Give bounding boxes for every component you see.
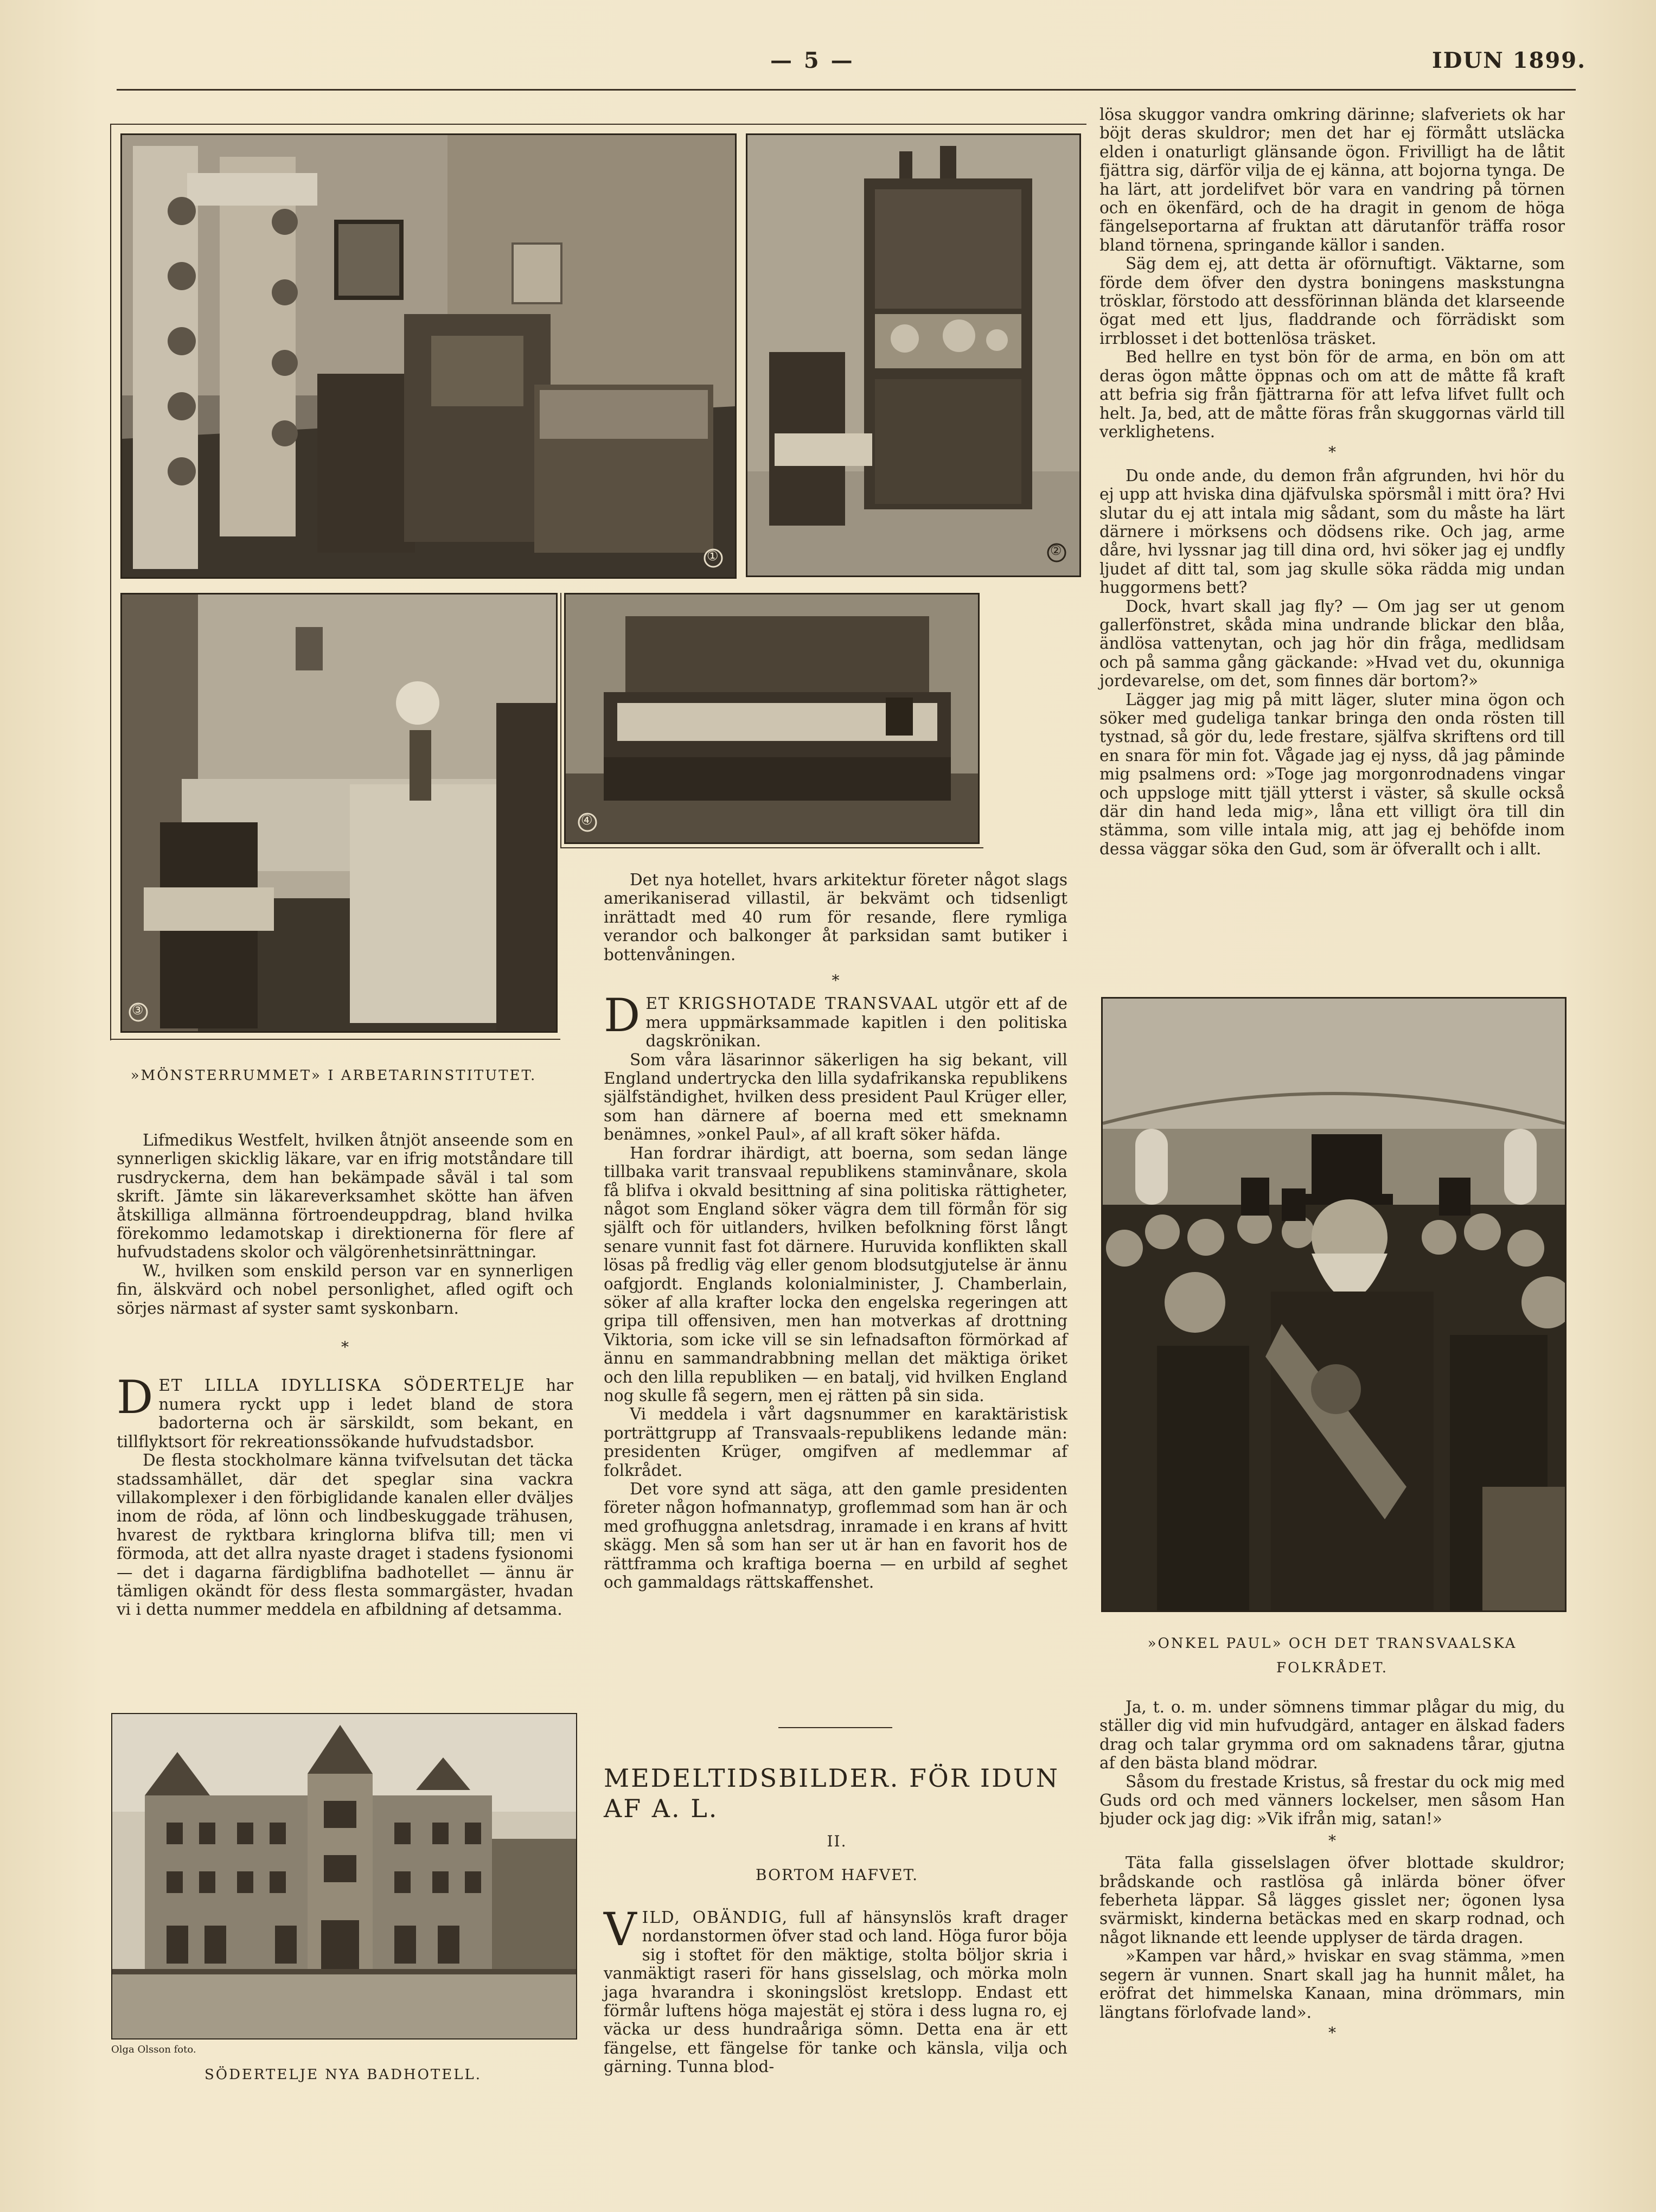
column-3-lower xyxy=(1099,1698,1565,2042)
caption-hotel: SÖDERTELJE NYA BADHOTELL. xyxy=(204,2067,482,2083)
photo-frame-top xyxy=(110,124,1086,125)
paragraph: DET KRIGSHOTADE TRANSVAAL utgör ett af de mera uppmärksammade kapitlen i den politiska dagskrönikan. xyxy=(604,989,1067,1051)
lead-words: ET KRIGSHOTADE TRANSVAAL xyxy=(645,994,938,1013)
hotel-photo xyxy=(111,1713,577,2040)
paragraph: Lifmedikus Westfelt, hvilken åtnjöt anseende som en synnerligen skicklig läkare, var en ifrig motståndare till rusdryckerna, dem han bekämpade såväl i tal som skrift. Jämte sin läkareverksamhet skötte han äfven åtskilliga allmänna förtroendeuppdrag, bland hvilka förekommo ledamotskap i direktionerna för flere af hufvudstadens skolor och välgörenhetsinrättningar. xyxy=(117,1131,573,1262)
paragraph: Täta falla gisselslagen öfver blottade skuldror; brådskande och rastlösa gå inlärda böner öfver feberheta läppar. Så lägges gisslet ner; ögonen lysa svärmiskt, kinderna betäckas med en skarp rodnad, och något liknande ett leende upplyser de tärda dragen. xyxy=(1099,1853,1565,1947)
article-heading: MEDELTIDSBILDER. FÖR IDUN AF A. L. xyxy=(604,1763,1059,1823)
caption-kruger-line1: »ONKEL PAUL» OCH DET TRANSVAALSKA xyxy=(1147,1635,1517,1652)
roman-numeral: II. xyxy=(827,1832,847,1850)
drop-cap: D xyxy=(117,1371,154,1424)
paragraph: Lägger jag mig på mitt läger, sluter mina ögon och söker med gudeliga tankar bringa den onda rösten till tystnad, så gör du, lede frestare, själfva skriftens ord till en snara för min fot. Vågade jag ej nyss, då jag påminde mig psalmens ord: »Toge jag morgonrodnadens vingar och uppsloge mitt tjäll ytterst i väster, så skulle också där din hand leda mig», låna ett villigt öra till din stämma, som ville intala mig, att jag ej behöfde inom dessa väggar söka den Gud, som är öfverallt och i allt. xyxy=(1099,690,1565,858)
photo-frame-left xyxy=(110,124,111,1040)
paragraph: Såsom du frestade Kristus, så frestar du ock mig med Guds ord och med vänners lockelser, men såsom Han bjuder ock jag dig: »Vik ifrån mig, satan!» xyxy=(1099,1772,1565,1829)
photo-frame-inner xyxy=(560,593,561,848)
lead-words: ILD, OBÄNDIG, xyxy=(642,1908,789,1927)
section-rule xyxy=(778,1727,892,1728)
interior-photo-bedroom xyxy=(120,133,737,579)
kruger-group-photo xyxy=(1101,997,1567,1612)
interior-photo-cabinet xyxy=(746,133,1081,577)
photo-frame-inner-bottom xyxy=(560,847,983,848)
paragraph: Han fordrar ihärdigt, att boerna, som sedan länge tillbaka varit transvaal republikens staminvånare, skola få blifva i okvald besittning af sina politiska rättigheter, något som England söker vägra dem till förmån för sig själft och för uitlanders, hvilken befolkning först långt senare vunnit fast fot därnere. Huruvida konflikten skall lösas på fredlig väg eller genom blodsutgjutelse är ännu oafgjordt. Englands kolonialminister, J. Chamberlain, söker af alla krafter locka den engelska regeringen att gripa till offensiven, men han motverkas af drottning Viktoria, som icke vill se sin lefnadsafton förmörkad af ännu en sammandrabbning mellan det mäktiga öriket och den lilla republiken — en batalj, vid hvilken England nog skulle få segern, men ej rätten på sin sida. xyxy=(604,1143,1067,1405)
caption-kruger-line2: FOLKRÅDET. xyxy=(1276,1660,1388,1676)
drop-cap: V xyxy=(604,1903,637,1956)
paragraph: Det vore synd att säga, att den gamle presidenten företer någon hofmannatyp, groflemmad som han är och med grofhuggna anletsdrag, inramade i en krans af hvitt skägg. Men så som han ser ut är han en favorit hos de rättframma och kraftiga boerna — en urbild af seghet och gammaldags rättskaffenshet. xyxy=(604,1480,1067,1592)
paragraph: VILD, OBÄNDIG, full af hänsynslös kraft drager nordanstormen öfver stad och land. Höga furor böja sig i stoftet för den mäktige, stolta böljor skria i vanmäktigt raseri för hans gisselslag, och mörka moln jaga hvarandra i skoningslöst kretslopp. Endast ett förmår luftens höga majestät ej störa i dess lugna ro, ej väcka ur dess hundraåriga sömn. Detta ena är ett fängelse, ett fängelse för tanke och känsla, vilja och gärning. Tunna blod- xyxy=(604,1903,1067,2076)
paragraph: »Kampen var hård,» hviskar en svag stämma, »men segern är vunnen. Snart skall jag ha hunnit målet, ha eröfrat det himmelska Kanaan, mina drömmars, min längtans förlofvade land». xyxy=(1099,1947,1565,2022)
page-number: — 5 — xyxy=(770,48,855,73)
separator-star: * xyxy=(341,1338,349,1357)
column-2-lower xyxy=(604,1903,1067,2076)
publication-title: IDUN 1899. xyxy=(1432,48,1587,73)
paragraph: Som våra läsarinnor säkerligen ha sig bekant, vill England undertrycka den lilla sydafrikanska republikens själfständighet, hvilken dess president Paul Krüger eller, som han därnere af boerna med ett smeknamn benämnes, »onkel Paul», af all kraft söker häfda. xyxy=(604,1050,1067,1144)
photo-credit: Olga Olsson foto. xyxy=(111,2044,196,2055)
separator-star: * xyxy=(1328,1831,1336,1850)
drop-cap: D xyxy=(604,989,641,1043)
paragraph: Säg dem ej, att detta är oförnuftigt. Väktarne, som förde dem öfver den dystra boningens maskstungna trösklar, förstodo att dessförinnan blända det klarseende ögat med ett ljus, fladdrande och förrädiskt som irrblosset i det bottenlösa träsket. xyxy=(1099,254,1565,348)
column-3 xyxy=(1099,105,1565,858)
photo-badge: ② xyxy=(1050,543,1062,558)
interior-photo-table xyxy=(120,593,558,1033)
lead-words: ET LILLA IDYLLISKA SÖDERTELJE xyxy=(158,1376,526,1395)
paragraph: lösa skuggor vandra omkring därinne; slafveriets ok har böjt deras skuldror; men det har ej förmått utsläcka elden i onaturligt glänsande ögon. Frivilligt ha de låtit fjättra sig, därför vilja de ej känna, att bojorna tynga. De ha lärt, att jordelifvet bör vara en vandring på törnen och en ökenfärd, och de ha dragit in genom de höga fängelseportarna af fruktan att därutanför träffa rosor bland törnena, springande källor i sanden. xyxy=(1099,105,1565,254)
separator-star: * xyxy=(1328,2023,1336,2042)
header-rule xyxy=(117,89,1576,91)
separator-star: * xyxy=(1328,443,1336,462)
paragraph: Det nya hotellet, hvars arkitektur företer något slags amerikaniserad villastil, är bekvämt och tidsenligt inrättadt med 40 rum för resande, flere rymliga verandor och balkonger åt parksidan samt butiker i bottenvåningen. xyxy=(604,871,1067,964)
column-2 xyxy=(604,871,1067,1591)
paragraph: DET LILLA IDYLLISKA SÖDERTELJE har numera ryckt upp i ledet bland de stora badorterna och är särskildt, som bekant, en tillflyktsort för rekreationssökande hufvudstadsbor. xyxy=(117,1371,573,1451)
separator-star: * xyxy=(832,971,840,990)
paragraph: Bed hellre en tyst bön för de arma, en bön om att deras ögon måtte öppnas och om att de måtte få kraft att befria sig från fjättrarna för att lefva lifvet fullt och helt. Ja, bed, att de måtte föras från skuggornas värld till verklighetens. xyxy=(1099,348,1565,441)
caption-interiors: »MÖNSTERRUMMET» I ARBETARINSTITUTET. xyxy=(130,1067,537,1084)
paragraph: Dock, hvart skall jag fly? — Om jag ser ut genom gallerfönstret, skåda mina undrande blickar den blåa, ändlösa vattenytan, och jag hör din fråga, medlidsam och på samma gång gäckande: »Hvad vet du, okunniga jordevarelse, om det, som finnes där bortom?» xyxy=(1099,597,1565,691)
paragraph: Ja, t. o. m. under sömnens timmar plågar du mig, du ställer dig vid min hufvudgärd, antager en älskad faders drag och talar grymma ord om saknadens tårar, gjutna af den bästa bland mödrar. xyxy=(1099,1698,1565,1773)
photo-frame-bottom xyxy=(110,1039,560,1040)
photo-badge: ③ xyxy=(132,1002,144,1018)
paragraph: De flesta stockholmare känna tvifvelsutan det täcka stadssamhället, där det speglar sina vackra villakomplexer i den förbiglidande kanalen eller dväljes inom de röda, af lönn och lindbeskuggade trähusen, hvarest de ryktbara kringlorna blifva till; men vi förmoda, att det allra nyaste draget i stadens fysionomi — det i dagarna färdigblifna badhotellet — ännu är tämligen okändt för dess flesta sommargäster, hvadan vi i detta nummer meddela en afbildning af detsamma. xyxy=(117,1451,573,1619)
photo-badge: ① xyxy=(707,548,719,564)
paragraph: W., hvilken som enskild person var en synnerligen fin, älskvärd och nobel personlighet, afled ogift och sörjes närmast af syster samt syskonbarn. xyxy=(117,1261,573,1318)
paragraph: Du onde ande, du demon från afgrunden, hvi hör du ej upp att hviska dina djäfvulska spörsmål i mitt öra? Hvi slutar du ej att intala mig sådant, som du måste ha lärt därnere i mörksens och dödsens rike. Och jag, arme dåre, hvi lyssnar jag till dina ord, hvi söker jag ej undfly ljudet af ditt tal, som jag skulle söka rädda mig undan huggormens bett? xyxy=(1099,466,1565,597)
paragraph: Vi meddela i vårt dagsnummer en karaktäristisk porträttgrupp af Transvaals-republikens ledande män: presidenten Krüger, omgifven af medlemmar af folkrådet. xyxy=(604,1405,1067,1480)
interior-photo-sofa xyxy=(564,593,980,844)
article-subheading: BORTOM HAFVET. xyxy=(755,1866,919,1884)
column-1 xyxy=(117,1131,573,1619)
photo-badge: ④ xyxy=(581,813,593,828)
